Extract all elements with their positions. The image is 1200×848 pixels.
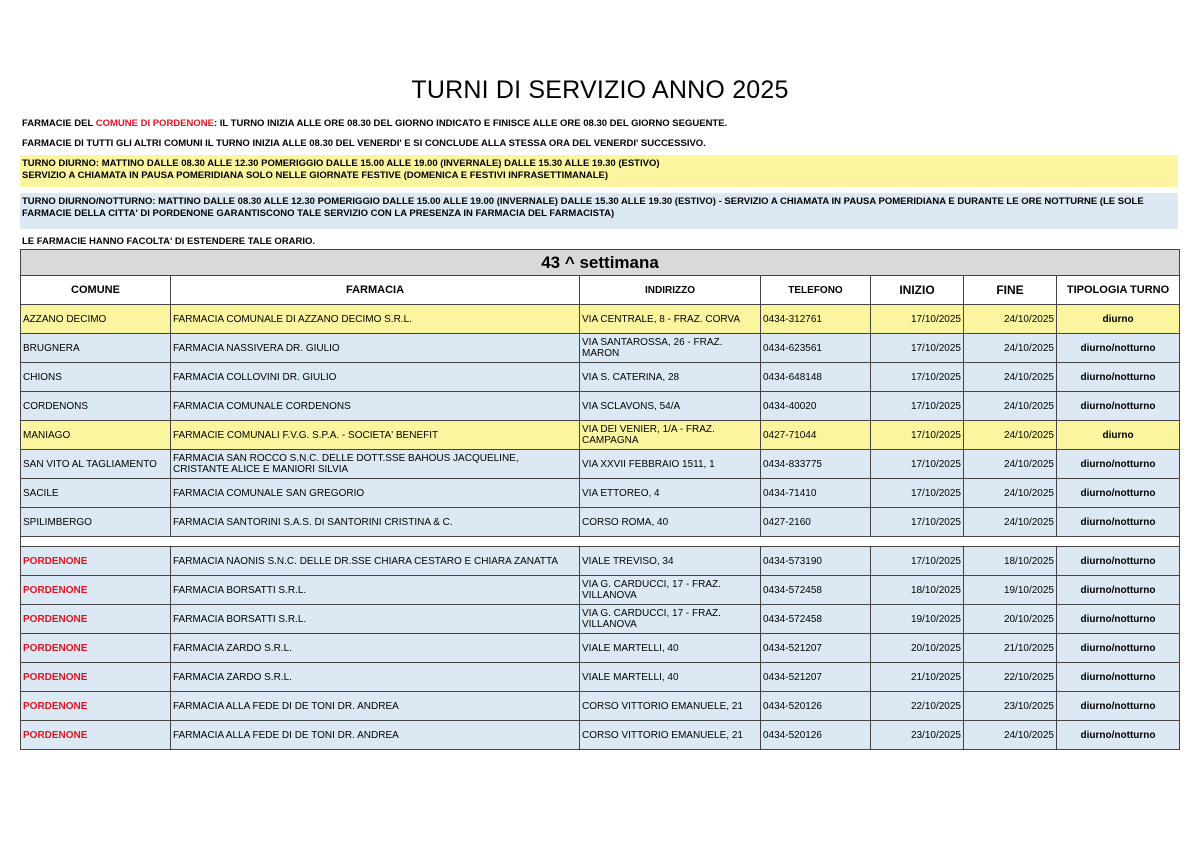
cell-telefono: 0427-71044	[761, 421, 871, 450]
cell-farmacia: FARMACIE COMUNALI F.V.G. S.P.A. - SOCIETA' BENEFIT	[171, 421, 580, 450]
cell-tipologia: diurno	[1057, 305, 1180, 334]
cell-farmacia: FARMACIA ZARDO S.R.L.	[171, 663, 580, 692]
note-pordenone-highlight: COMUNE DI PORDENONE	[95, 118, 214, 129]
cell-tipologia: diurno/notturno	[1057, 450, 1180, 479]
cell-indirizzo: VIA SCLAVONS, 54/A	[580, 392, 761, 421]
cell-tipologia: diurno/notturno	[1057, 363, 1180, 392]
notturno-box: TURNO DIURNO/NOTTURNO: MATTINO DALLE 08.30 ALLE 12.30 POMERIGGIO DALLE 15.00 ALLE 19.00 (INVERNALE) DALLE 15.30 ALLE 19.30 (ESTIVO) - SERVIZIO A CHIAMATA IN PAUSA POMERIDIANA E DURANTE LE ORE NOTTURNE (LE SOLE FARMACIE DELLA CITTA' DI PORDENONE GARANTISCONO TALE SERVIZIO CON LA PRESENZA IN FARMACIA DEL FARMACISTA)	[20, 193, 1178, 229]
cell-indirizzo: VIA CENTRALE, 8 - FRAZ. CORVA	[580, 305, 761, 334]
cell-telefono: 0434-312761	[761, 305, 871, 334]
cell-telefono: 0434-521207	[761, 663, 871, 692]
cell-telefono: 0434-573190	[761, 547, 871, 576]
cell-tipologia: diurno/notturno	[1057, 721, 1180, 750]
cell-comune: AZZANO DECIMO	[21, 305, 171, 334]
diurno-box	[20, 155, 1178, 187]
cell-inizio: 17/10/2025	[871, 334, 964, 363]
cell-fine: 22/10/2025	[964, 663, 1057, 692]
cell-farmacia: FARMACIA NAONIS S.N.C. DELLE DR.SSE CHIARA CESTARO E CHIARA ZANATTA	[171, 547, 580, 576]
cell-tipologia: diurno/notturno	[1057, 605, 1180, 634]
col-inizio: INIZIO	[871, 276, 964, 305]
note-pordenone-prefix: FARMACIE DEL	[22, 118, 96, 129]
cell-inizio: 19/10/2025	[871, 605, 964, 634]
cell-farmacia: FARMACIA ALLA FEDE DI DE TONI DR. ANDREA	[171, 721, 580, 750]
table-row	[21, 479, 1180, 508]
cell-tipologia: diurno	[1057, 421, 1180, 450]
cell-comune: MANIAGO	[21, 421, 171, 450]
separator-cell	[21, 537, 1180, 547]
cell-indirizzo: VIALE TREVISO, 34	[580, 547, 761, 576]
cell-tipologia: diurno/notturno	[1057, 576, 1180, 605]
cell-indirizzo: VIALE MARTELLI, 40	[580, 663, 761, 692]
col-comune: COMUNE	[21, 276, 171, 305]
cell-tipologia: diurno/notturno	[1057, 392, 1180, 421]
cell-farmacia: FARMACIA SANTORINI S.A.S. DI SANTORINI CRISTINA & C.	[171, 508, 580, 537]
col-tipologia: TIPOLOGIA TURNO	[1057, 276, 1180, 305]
cell-farmacia: FARMACIA NASSIVERA DR. GIULIO	[171, 334, 580, 363]
cell-telefono: 0434-648148	[761, 363, 871, 392]
note-pordenone	[22, 118, 727, 130]
cell-inizio: 17/10/2025	[871, 305, 964, 334]
cell-tipologia: diurno/notturno	[1057, 334, 1180, 363]
cell-farmacia: FARMACIA COMUNALE CORDENONS	[171, 392, 580, 421]
cell-inizio: 21/10/2025	[871, 663, 964, 692]
cell-inizio: 22/10/2025	[871, 692, 964, 721]
cell-fine: 24/10/2025	[964, 421, 1057, 450]
cell-telefono: 0434-623561	[761, 334, 871, 363]
cell-fine: 24/10/2025	[964, 392, 1057, 421]
cell-farmacia: FARMACIA ALLA FEDE DI DE TONI DR. ANDREA	[171, 692, 580, 721]
diurno-line-2: SERVIZIO A CHIAMATA IN PAUSA POMERIDIANA SOLO NELLE GIORNATE FESTIVE (DOMENICA E FESTIVI INFRASETTIMANALE)	[22, 170, 609, 181]
note-extend-hours: LE FARMACIE HANNO FACOLTA' DI ESTENDERE TALE ORARIO.	[22, 236, 316, 247]
cell-fine: 23/10/2025	[964, 692, 1057, 721]
cell-fine: 24/10/2025	[964, 305, 1057, 334]
cell-indirizzo: VIA ETTOREO, 4	[580, 479, 761, 508]
cell-comune: CHIONS	[21, 363, 171, 392]
cell-tipologia: diurno/notturno	[1057, 663, 1180, 692]
cell-tipologia: diurno/notturno	[1057, 634, 1180, 663]
separator-row	[21, 537, 1180, 547]
col-indirizzo: INDIRIZZO	[580, 276, 761, 305]
cell-inizio: 17/10/2025	[871, 421, 964, 450]
table-row	[21, 421, 1180, 450]
cell-comune: CORDENONS	[21, 392, 171, 421]
cell-farmacia: FARMACIA BORSATTI S.R.L.	[171, 605, 580, 634]
cell-comune: PORDENONE	[21, 663, 171, 692]
cell-telefono: 0434-520126	[761, 692, 871, 721]
note-pordenone-suffix: : IL TURNO INIZIA ALLE ORE 08.30 DEL GIORNO INDICATO E FINISCE ALLE ORE 08.30 DEL GIORNO SEGUENTE.	[213, 118, 728, 129]
cell-inizio: 17/10/2025	[871, 450, 964, 479]
cell-telefono: 0427-2160	[761, 508, 871, 537]
cell-tipologia: diurno/notturno	[1057, 547, 1180, 576]
cell-indirizzo: VIA S. CATERINA, 28	[580, 363, 761, 392]
cell-comune: PORDENONE	[21, 605, 171, 634]
table-row	[21, 450, 1180, 479]
cell-inizio: 17/10/2025	[871, 547, 964, 576]
cell-fine: 18/10/2025	[964, 547, 1057, 576]
cell-inizio: 17/10/2025	[871, 508, 964, 537]
col-fine: FINE	[964, 276, 1057, 305]
cell-inizio: 17/10/2025	[871, 479, 964, 508]
cell-indirizzo: VIA G. CARDUCCI, 17 - FRAZ. VILLANOVA	[580, 576, 761, 605]
table-row	[21, 721, 1180, 750]
cell-fine: 24/10/2025	[964, 721, 1057, 750]
table-row	[21, 576, 1180, 605]
table-row	[21, 634, 1180, 663]
cell-telefono: 0434-833775	[761, 450, 871, 479]
cell-tipologia: diurno/notturno	[1057, 692, 1180, 721]
table-row	[21, 663, 1180, 692]
cell-fine: 20/10/2025	[964, 605, 1057, 634]
cell-farmacia: FARMACIA COLLOVINI DR. GIULIO	[171, 363, 580, 392]
cell-fine: 24/10/2025	[964, 450, 1057, 479]
note-other-comuni: FARMACIE DI TUTTI GLI ALTRI COMUNI IL TURNO INIZIA ALLE 08.30 DEL VENERDI' E SI CONCLUDE ALLA STESSA ORA DEL VENERDI' SUCCESSIVO.	[22, 138, 706, 149]
col-farmacia: FARMACIA	[171, 276, 580, 305]
cell-telefono: 0434-520126	[761, 721, 871, 750]
cell-indirizzo: VIA XXVII FEBBRAIO 1511, 1	[580, 450, 761, 479]
cell-comune: PORDENONE	[21, 576, 171, 605]
table-row	[21, 547, 1180, 576]
cell-inizio: 17/10/2025	[871, 363, 964, 392]
cell-comune: SPILIMBERGO	[21, 508, 171, 537]
cell-fine: 24/10/2025	[964, 508, 1057, 537]
cell-indirizzo: CORSO VITTORIO EMANUELE, 21	[580, 721, 761, 750]
cell-telefono: 0434-572458	[761, 605, 871, 634]
diurno-line-1: TURNO DIURNO: MATTINO DALLE 08.30 ALLE 12.30 POMERIGGIO DALLE 15.00 ALLE 19.00 (INVERNALE) DALLE 15.30 ALLE 19.30 (ESTIVO)	[22, 158, 660, 169]
cell-comune: BRUGNERA	[21, 334, 171, 363]
cell-inizio: 20/10/2025	[871, 634, 964, 663]
cell-farmacia: FARMACIA SAN ROCCO S.N.C. DELLE DOTT.SSE BAHOUS JACQUELINE, CRISTANTE ALICE E MANIORI SILVIA	[171, 450, 580, 479]
cell-telefono: 0434-572458	[761, 576, 871, 605]
cell-farmacia: FARMACIA COMUNALE DI AZZANO DECIMO S.R.L.	[171, 305, 580, 334]
cell-comune: PORDENONE	[21, 721, 171, 750]
cell-comune: SACILE	[21, 479, 171, 508]
cell-farmacia: FARMACIA COMUNALE SAN GREGORIO	[171, 479, 580, 508]
cell-comune: PORDENONE	[21, 547, 171, 576]
table-row	[21, 334, 1180, 363]
cell-indirizzo: CORSO ROMA, 40	[580, 508, 761, 537]
cell-comune: SAN VITO AL TAGLIAMENTO	[21, 450, 171, 479]
cell-indirizzo: VIALE MARTELLI, 40	[580, 634, 761, 663]
cell-indirizzo: VIA SANTAROSSA, 26 - FRAZ. MARON	[580, 334, 761, 363]
table-row	[21, 305, 1180, 334]
table-row	[21, 363, 1180, 392]
cell-fine: 24/10/2025	[964, 363, 1057, 392]
cell-inizio: 18/10/2025	[871, 576, 964, 605]
cell-fine: 19/10/2025	[964, 576, 1057, 605]
cell-farmacia: FARMACIA BORSATTI S.R.L.	[171, 576, 580, 605]
turni-table-body	[21, 305, 1180, 750]
cell-telefono: 0434-521207	[761, 634, 871, 663]
cell-inizio: 17/10/2025	[871, 392, 964, 421]
week-header: 43 ^ settimana	[21, 250, 1180, 276]
cell-telefono: 0434-71410	[761, 479, 871, 508]
turni-table	[20, 249, 1180, 750]
page-title: TURNI DI SERVIZIO ANNO 2025	[411, 76, 789, 104]
cell-indirizzo: VIA G. CARDUCCI, 17 - FRAZ. VILLANOVA	[580, 605, 761, 634]
cell-inizio: 23/10/2025	[871, 721, 964, 750]
cell-fine: 24/10/2025	[964, 334, 1057, 363]
cell-comune: PORDENONE	[21, 634, 171, 663]
cell-indirizzo: VIA DEI VENIER, 1/A - FRAZ. CAMPAGNA	[580, 421, 761, 450]
cell-fine: 21/10/2025	[964, 634, 1057, 663]
table-row	[21, 605, 1180, 634]
table-row	[21, 392, 1180, 421]
col-telefono: TELEFONO	[761, 276, 871, 305]
cell-telefono: 0434-40020	[761, 392, 871, 421]
cell-fine: 24/10/2025	[964, 479, 1057, 508]
table-row	[21, 508, 1180, 537]
cell-comune: PORDENONE	[21, 692, 171, 721]
cell-indirizzo: CORSO VITTORIO EMANUELE, 21	[580, 692, 761, 721]
cell-farmacia: FARMACIA ZARDO S.R.L.	[171, 634, 580, 663]
cell-tipologia: diurno/notturno	[1057, 508, 1180, 537]
cell-tipologia: diurno/notturno	[1057, 479, 1180, 508]
table-row	[21, 692, 1180, 721]
